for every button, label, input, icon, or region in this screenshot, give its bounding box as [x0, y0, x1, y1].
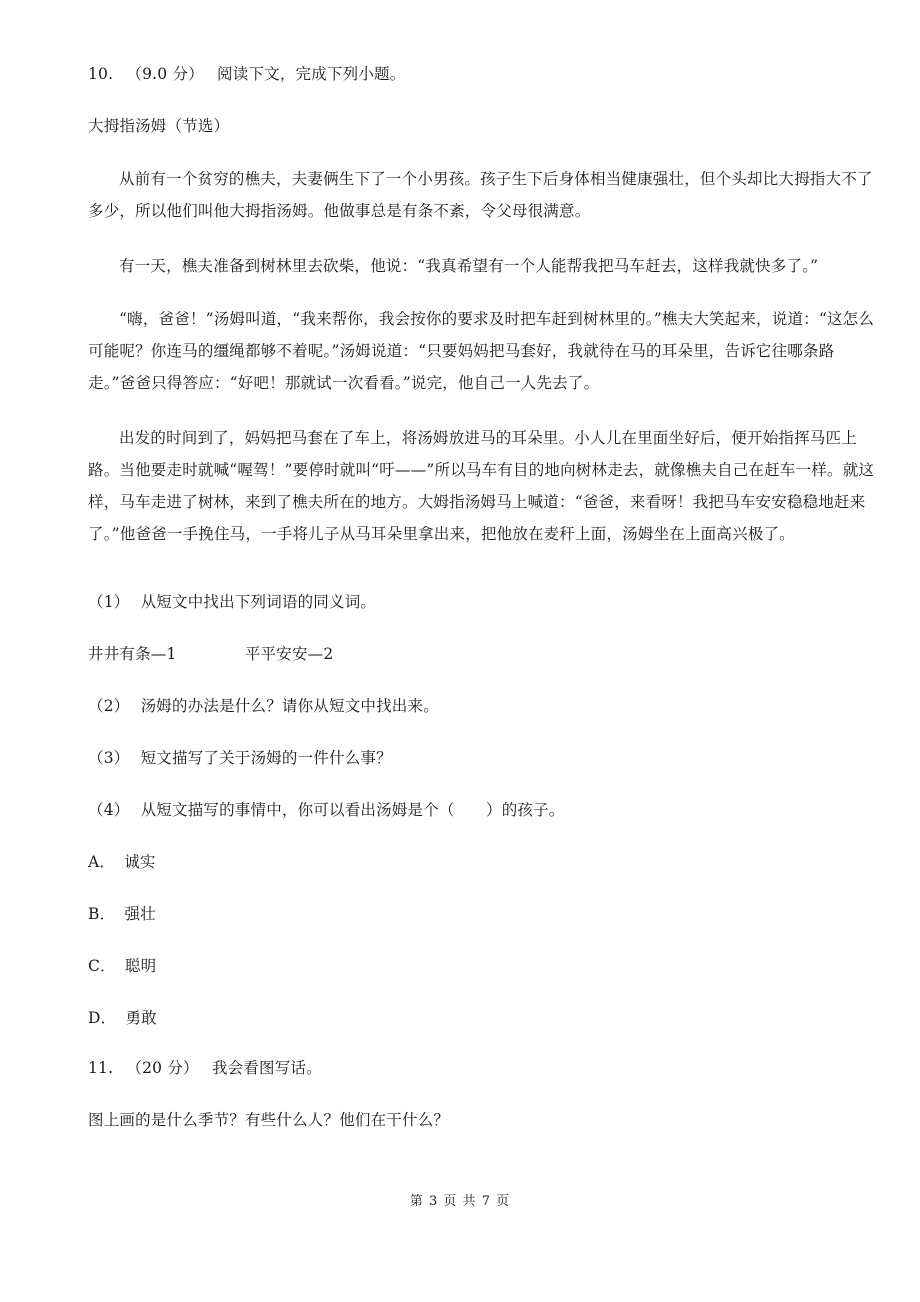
question-number: 11.: [88, 1059, 114, 1077]
question-11-prompt: 图上画的是什么季节？有些什么人？他们在干什么？: [88, 1111, 450, 1129]
option-d: [88, 1008, 878, 1028]
sub-question-text: 从短文中找出下列词语的同义词。: [140, 593, 377, 611]
option-c: [88, 956, 878, 976]
option-text: 诚实: [124, 853, 156, 871]
sub-question-label: （2）: [88, 697, 130, 715]
synonym-words: [88, 644, 878, 664]
option-letter: B．: [88, 905, 116, 923]
option-text: 强壮: [124, 905, 156, 923]
sub-question-label: （1）: [88, 593, 130, 611]
synonym-word-2: 平平安安—2: [244, 645, 334, 663]
option-text: 勇敢: [125, 1009, 157, 1027]
question-instruction: 阅读下文，完成下列小题。: [217, 65, 406, 83]
question-score: （20 分）: [126, 1059, 199, 1077]
option-letter: A．: [88, 853, 116, 871]
sub-question-label: （3）: [88, 749, 130, 767]
sub-question-label: （4）: [88, 801, 130, 819]
question-score: （9.0 分）: [126, 65, 204, 83]
option-letter: C．: [88, 957, 116, 975]
option-letter: D．: [88, 1009, 117, 1027]
question-10-header: [88, 64, 878, 84]
page-footer: 第 3 页 共 7 页: [409, 1194, 511, 1209]
sub-question-text: 从短文描写的事情中，你可以看出汤姆是个（ ）的孩子。: [140, 801, 565, 819]
question-instruction: 我会看图写话。: [211, 1059, 322, 1077]
option-b: [88, 904, 878, 924]
passage-paragraph-2: 有一天，樵夫准备到树林里去砍柴，他说：“我真希望有一个人能帮我把马车赶去，这样我就快多了。”: [119, 257, 819, 275]
passage-paragraph-1: 从前有一个贫穷的樵夫，夫妻俩生下了一个小男孩。孩子生下后身体相当健康强壮，但个头却比大拇指大不了多少，所以他们叫他大拇指汤姆。他做事总是有条不紊，令父母很满意。: [88, 170, 873, 220]
synonym-word-1: 井井有条—1: [88, 645, 177, 663]
sub-question-4: [88, 800, 878, 820]
question-11-header: [88, 1058, 878, 1078]
sub-question-1: [88, 592, 878, 612]
question-number: 10.: [88, 65, 114, 83]
sub-question-3: [88, 748, 878, 768]
passage-paragraph-3: “嗨，爸爸！”汤姆叫道，“我来帮你，我会按你的要求及时把车赶到树林里的。”樵夫大笑起来，说道：“这怎么可能呢？你连马的缰绳都够不着呢。”汤姆说道：“只要妈妈把马套好，我就待在马的耳朵里，告诉它往哪条路走。”爸爸只得答应：“好吧！那就试一次看看。”说完，他自己一人先去了。: [88, 310, 875, 392]
option-a: [88, 852, 878, 872]
passage-title: 大拇指汤姆（节选）: [88, 117, 230, 135]
sub-question-text: 汤姆的办法是什么？请你从短文中找出来。: [140, 697, 439, 715]
sub-question-text: 短文描写了关于汤姆的一件什么事？: [140, 749, 392, 767]
sub-question-2: [88, 696, 878, 716]
passage-paragraph-4: 出发的时间到了，妈妈把马套在了车上，将汤姆放进马的耳朵里。小人儿在里面坐好后，便开始指挥马匹上路。当他要走时就喊“喔驾！”要停时就叫“吁——”所以马车有目的地向树林走去，就像樵夫自己在赶车一样。就这样，马车走进了树林，来到了樵夫所在的地方。大姆指汤姆马上喊道：“爸爸，来看呀！我把马车安安稳稳地赶来了。”他爸爸一手挽住马，一手将儿子从马耳朵里拿出来，把他放在麦秆上面，汤姆坐在上面高兴极了。: [88, 429, 875, 543]
option-text: 聪明: [124, 957, 157, 975]
